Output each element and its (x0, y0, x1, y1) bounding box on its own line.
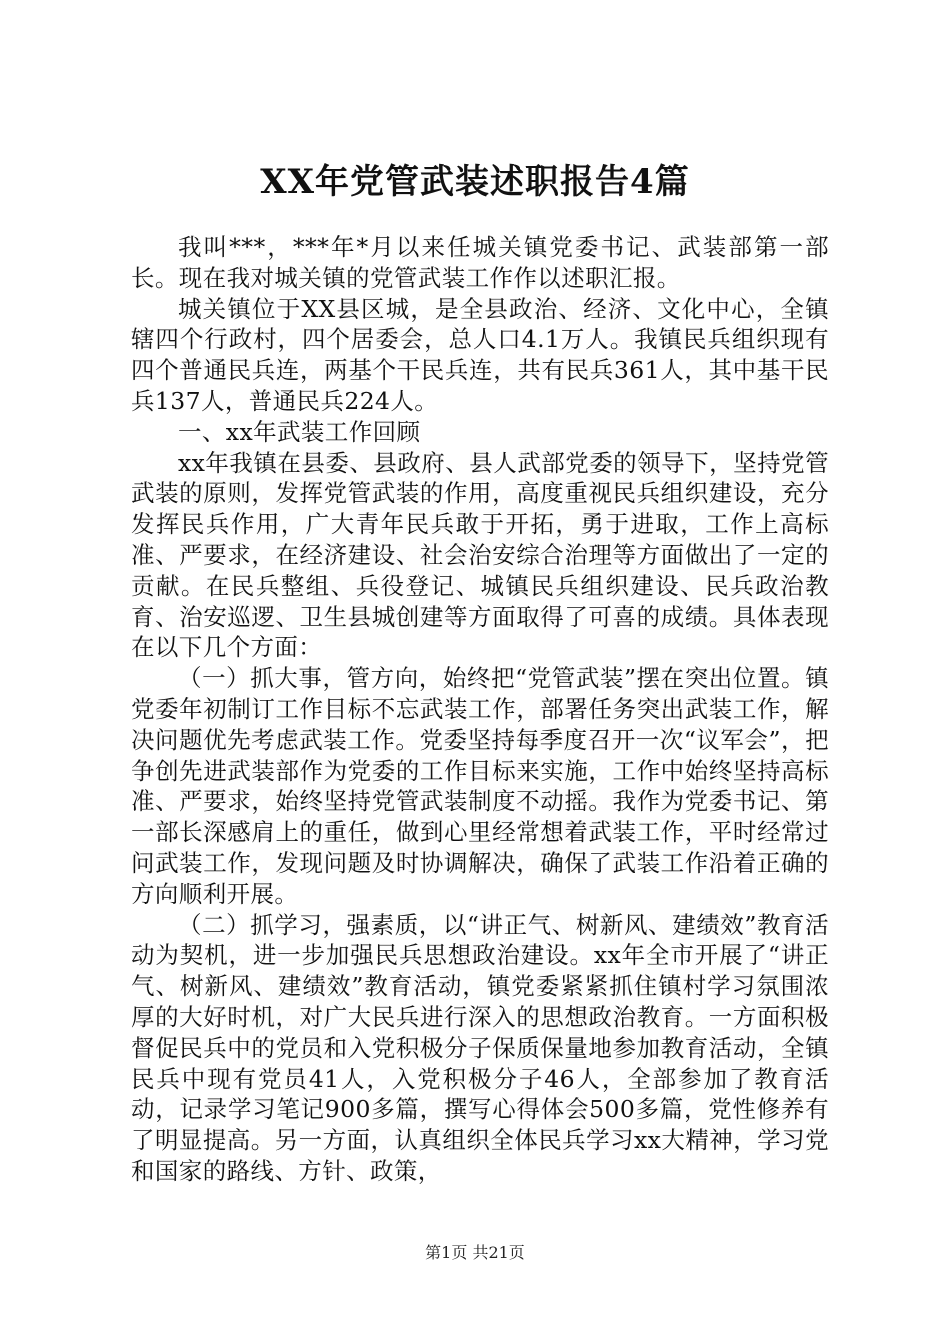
document-title: XX年党管武装述职报告4篇 (260, 162, 690, 202)
section-heading: 一、xx年武装工作回顾 (178, 417, 421, 446)
paragraph-point-2: （二）抓学习，强素质，以“讲正气、树新风、建绩效”教育活动为契机，进一步加强民兵思想政治建设。xx年全市开展了“讲正气、树新风、建绩效”教育活动，镇党委紧紧抓住镇村学习氛围浓厚的大好时机，对广大民兵进行深入的思想政治教育。一方面积极督促民兵中的党员和入党积极分子保质保量地参加教育活动，全镇民兵中现有党员41人，入党积极分子46人，全部参加了教育活动，记录学习笔记900多篇，撰写心得体会500多篇，党性修养有了明显提高。另一方面，认真组织全体民兵学习xx大精神，学习党和国家的路线、方针、政策， (131, 910, 829, 1185)
paragraph-intro: 我叫***，***年*月以来任城关镇党委书记、武装部第一部长。现在我对城关镇的党管武装工作作以述职汇报。 (131, 233, 829, 292)
paragraph-overview: 城关镇位于XX县区城，是全县政治、经济、文化中心，全镇辖四个行政村，四个居委会，总人口4.1万人。我镇民兵组织现有四个普通民兵连，两基个干民兵连，共有民兵361人，其中基干民兵137人，普通民兵224人。 (131, 294, 829, 415)
paragraph-review: xx年我镇在县委、县政府、县人武部党委的领导下，坚持党管武装的原则，发挥党管武装的作用，高度重视民兵组织建设，充分发挥民兵作用，广大青年民兵敢于开拓，勇于进取，工作上高标准、严要求，在经济建设、社会治安综合治理等方面做出了一定的贡献。在民兵整组、兵役登记、城镇民兵组织建设、民兵政治教育、治安巡逻、卫生县城创建等方面取得了可喜的成绩。具体表现在以下几个方面： (131, 448, 829, 662)
page-number-footer: 第1页 共21页 (425, 1243, 525, 1262)
document-body (131, 232, 829, 1187)
paragraph-point-1: （一）抓大事，管方向，始终把“党管武装”摆在突出位置。镇党委年初制订工作目标不忘武装工作，部署任务突出武装工作，解决问题优先考虑武装工作。党委坚持每季度召开一次“议军会”，把争创先进武装部作为党委的工作目标来实施，工作中始终坚持高标准、严要求，始终坚持党管武装制度不动摇。我作为党委书记、第一部长深感肩上的重任，做到心里经常想着武装工作，平时经常过问武装工作，发现问题及时协调解决，确保了武装工作沿着正确的方向顺利开展。 (131, 664, 829, 908)
